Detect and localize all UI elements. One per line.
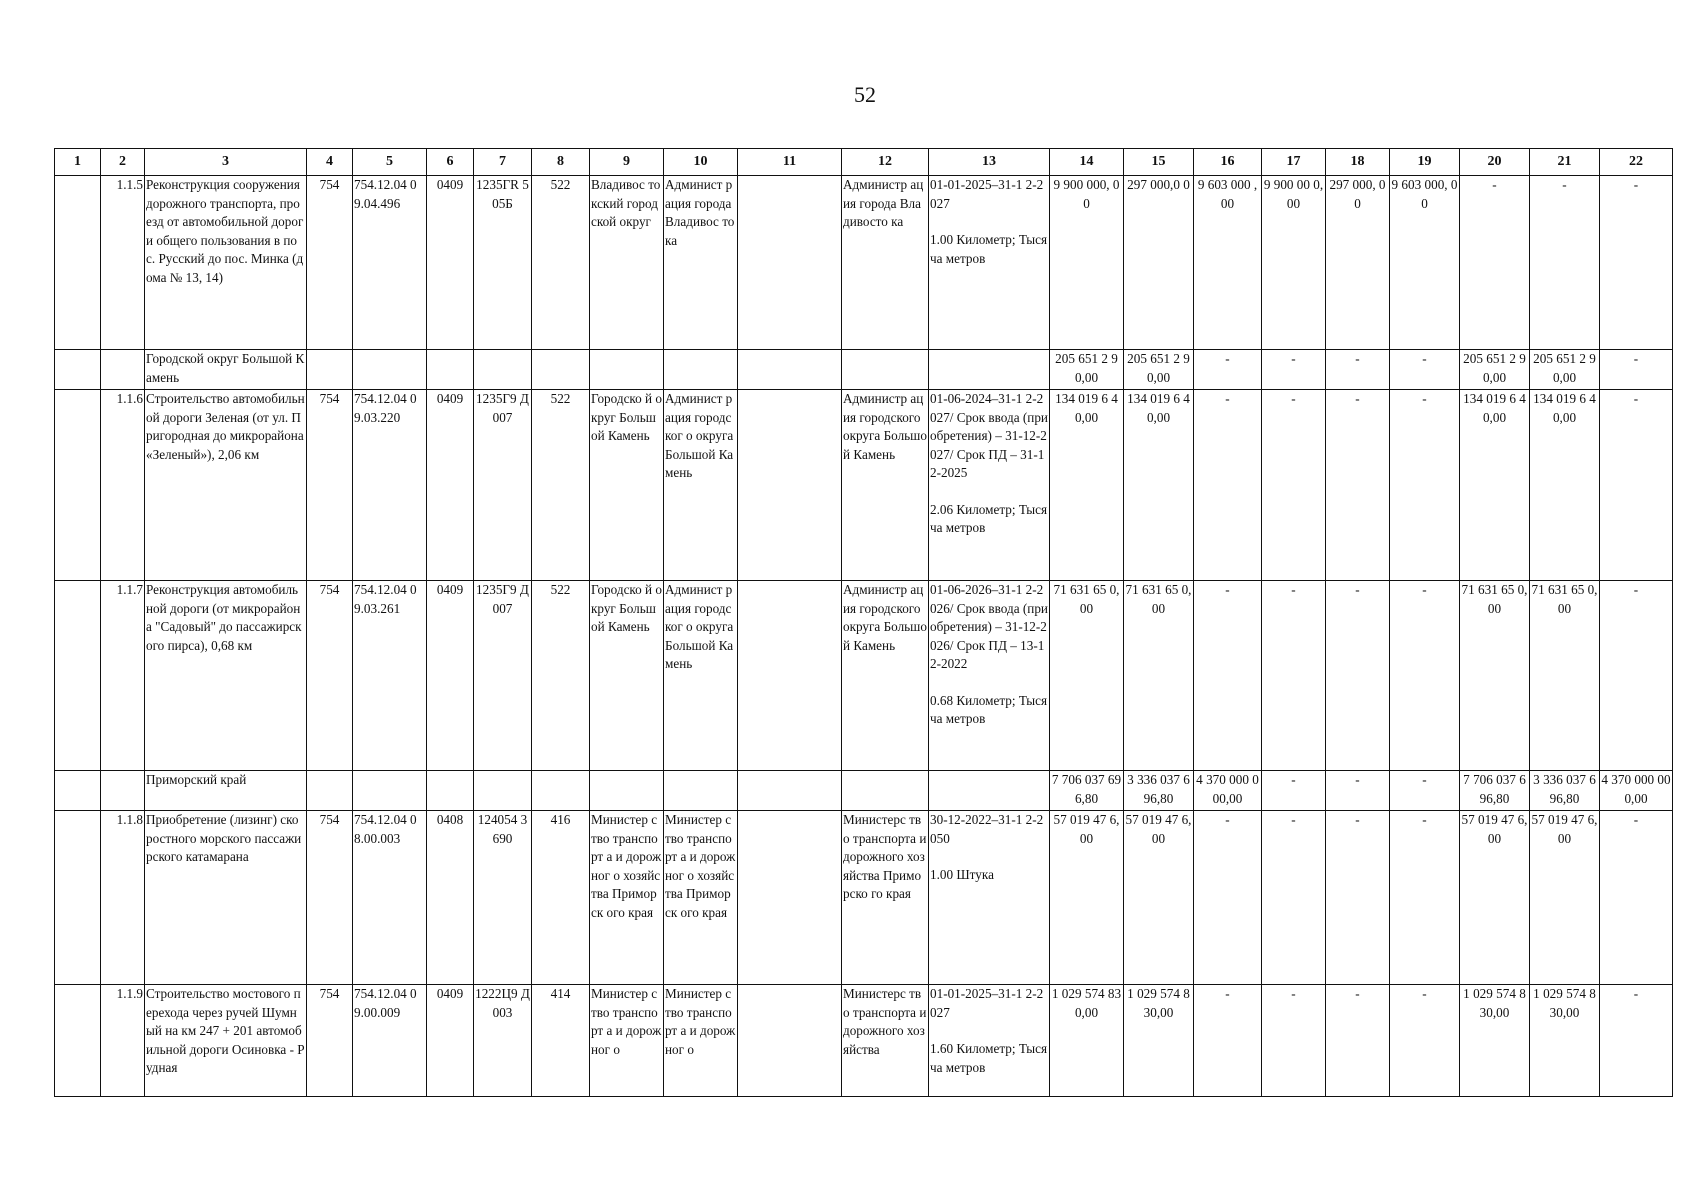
column-header: 18 <box>1326 149 1390 176</box>
cell-col6: 0409 <box>427 985 474 1097</box>
cell-col10: Админист рация города Владивос тока <box>664 176 738 350</box>
cell-col11 <box>738 771 842 811</box>
cell-col16: - <box>1194 581 1262 771</box>
cell-col10: Министер ство транспорт а и дорожног о хозяйства Приморск ого края <box>664 811 738 985</box>
cell-col20: 7 706 037 696,80 <box>1460 771 1530 811</box>
cell-col13 <box>929 811 1050 985</box>
cell-col19: - <box>1390 811 1460 985</box>
cell-col4: 754 <box>307 390 353 581</box>
cell-col9: Городско й округ Большой Камень <box>590 581 664 771</box>
column-header: 12 <box>842 149 929 176</box>
cell-col9: Министер ство транспорт а и дорожног о <box>590 985 664 1097</box>
cell-col22: - <box>1600 176 1673 350</box>
cell-col6: 0409 <box>427 390 474 581</box>
cell-col17: - <box>1262 771 1326 811</box>
cell-col13 <box>929 390 1050 581</box>
cell-col8: 522 <box>532 390 590 581</box>
cell-col1 <box>55 390 101 581</box>
cell-col5: 754.12.04 09.00.009 <box>353 985 427 1097</box>
cell-col5: 754.12.04 09.04.496 <box>353 176 427 350</box>
column-header: 15 <box>1124 149 1194 176</box>
cell-col21: 205 651 2 90,00 <box>1530 350 1600 390</box>
cell-col1 <box>55 771 101 811</box>
item-number: 1.1.7 <box>101 581 145 771</box>
cell-col20: 1 029 574 830,00 <box>1460 985 1530 1097</box>
cell-col1 <box>55 811 101 985</box>
cell-col15: 1 029 574 830,00 <box>1124 985 1194 1097</box>
cell-col20: 134 019 6 40,00 <box>1460 390 1530 581</box>
cell-col15: 3 336 037 696,80 <box>1124 771 1194 811</box>
cell-col20: 205 651 2 90,00 <box>1460 350 1530 390</box>
cell-col2 <box>101 771 145 811</box>
cell-col11 <box>738 390 842 581</box>
column-header: 20 <box>1460 149 1530 176</box>
cell-col22: - <box>1600 350 1673 390</box>
cell-col16: - <box>1194 350 1262 390</box>
table-row-group <box>55 350 1673 390</box>
cell-col10 <box>664 771 738 811</box>
cell-col13-period: 01-01-2025–31-1 2-2027 <box>930 177 1044 211</box>
cell-col16: - <box>1194 390 1262 581</box>
cell-col22: - <box>1600 390 1673 581</box>
cell-col12 <box>842 350 929 390</box>
cell-col6: 0408 <box>427 811 474 985</box>
cell-col13-period: 01-06-2026–31-1 2-2026/ Срок ввода (приобретения) – 31-12-2026/ Срок ПД – 13-12-2022 <box>930 582 1048 671</box>
cell-col19: - <box>1390 771 1460 811</box>
cell-col17: - <box>1262 390 1326 581</box>
cell-col7: 1235Г9 Д007 <box>474 390 532 581</box>
cell-col19: - <box>1390 581 1460 771</box>
cell-col5 <box>353 771 427 811</box>
cell-col16: 4 370 000 000,00 <box>1194 771 1262 811</box>
column-header: 3 <box>145 149 307 176</box>
table-row-1-1-8 <box>55 811 1673 985</box>
cell-col18: - <box>1326 350 1390 390</box>
column-header: 5 <box>353 149 427 176</box>
cell-col17: - <box>1262 811 1326 985</box>
cell-col14: 71 631 65 0,00 <box>1050 581 1124 771</box>
cell-col12: Администр ация городского округа Большой Камень <box>842 581 929 771</box>
column-header: 14 <box>1050 149 1124 176</box>
cell-col13-period: 01-06-2024–31-1 2-2027/ Срок ввода (приобретения) – 31-12-2027/ Срок ПД – 31-12-2025 <box>930 391 1048 480</box>
cell-col18: - <box>1326 811 1390 985</box>
object-name: Строительство мостового перехода через ручей Шумный на км 247 + 201 автомобильной дороги Осиновка - Рудная <box>145 985 307 1097</box>
cell-col1 <box>55 176 101 350</box>
object-name: Приобретение (лизинг) скоростного морского пассажирского катамарана <box>145 811 307 985</box>
item-number: 1.1.5 <box>101 176 145 350</box>
cell-col13 <box>929 985 1050 1097</box>
group-name: Приморский край <box>145 771 307 811</box>
object-name: Строительство автомобильной дороги Зеленая (от ул. Пригородная до микрорайона «Зеленый»), 2,06 км <box>145 390 307 581</box>
object-name: Реконструкция сооружения дорожного транспорта, проезд от автомобильной дороги общего пользования в пос. Русский до пос. Минка (дома № 13, 14) <box>145 176 307 350</box>
cell-col18: - <box>1326 985 1390 1097</box>
cell-col8 <box>532 771 590 811</box>
cell-col10: Админист рация городског о округа Большой Камень <box>664 390 738 581</box>
cell-col16: - <box>1194 985 1262 1097</box>
cell-col16: - <box>1194 811 1262 985</box>
cell-col13-capacity: 1.00 Километр; Тысяча метров <box>930 232 1048 266</box>
cell-col14: 1 029 574 830,00 <box>1050 985 1124 1097</box>
cell-col4 <box>307 350 353 390</box>
cell-col9 <box>590 771 664 811</box>
table-row-1-1-6 <box>55 390 1673 581</box>
column-header: 19 <box>1390 149 1460 176</box>
cell-col5 <box>353 350 427 390</box>
cell-col5: 754.12.04 08.00.003 <box>353 811 427 985</box>
page-number: 52 <box>854 82 876 107</box>
cell-col18: - <box>1326 771 1390 811</box>
cell-col8 <box>532 350 590 390</box>
cell-col7 <box>474 771 532 811</box>
cell-col14: 57 019 47 6,00 <box>1050 811 1124 985</box>
cell-col19: - <box>1390 350 1460 390</box>
column-header: 16 <box>1194 149 1262 176</box>
cell-col13-period: 01-01-2025–31-1 2-2027 <box>930 986 1044 1020</box>
cell-col11 <box>738 985 842 1097</box>
cell-col11 <box>738 176 842 350</box>
cell-col8: 416 <box>532 811 590 985</box>
budget-table <box>54 148 1673 1097</box>
item-number: 1.1.8 <box>101 811 145 985</box>
column-header: 2 <box>101 149 145 176</box>
column-number-header <box>55 149 1673 176</box>
cell-col13 <box>929 350 1050 390</box>
cell-col22: - <box>1600 811 1673 985</box>
cell-col15: 134 019 6 40,00 <box>1124 390 1194 581</box>
cell-col17: 9 900 00 0,00 <box>1262 176 1326 350</box>
cell-col10 <box>664 350 738 390</box>
cell-col1 <box>55 350 101 390</box>
cell-col22: 4 370 000 000,00 <box>1600 771 1673 811</box>
cell-col12: Министерс тво транспорта и дорожного хозяйства <box>842 985 929 1097</box>
cell-col17: - <box>1262 350 1326 390</box>
cell-col13-capacity: 0.68 Километр; Тысяча метров <box>930 692 1048 726</box>
cell-col13-capacity: 1.60 Километр; Тысяча метров <box>930 1041 1048 1075</box>
cell-col10: Админист рация городског о округа Большой Камень <box>664 581 738 771</box>
cell-col9: Городско й округ Большой Камень <box>590 390 664 581</box>
column-header: 22 <box>1600 149 1673 176</box>
cell-col10: Министер ство транспорт а и дорожног о <box>664 985 738 1097</box>
table-row-1-1-5 <box>55 176 1673 350</box>
cell-col11 <box>738 811 842 985</box>
cell-col9: Министер ство транспорт а и дорожног о хозяйства Приморск ого края <box>590 811 664 985</box>
cell-col12 <box>842 771 929 811</box>
cell-col20: 57 019 47 6,00 <box>1460 811 1530 985</box>
cell-col7: 1222Ц9 Д003 <box>474 985 532 1097</box>
cell-col15: 297 000,0 0 <box>1124 176 1194 350</box>
cell-col13 <box>929 581 1050 771</box>
cell-col17: - <box>1262 985 1326 1097</box>
cell-col20: 71 631 65 0,00 <box>1460 581 1530 771</box>
cell-col1 <box>55 985 101 1097</box>
cell-col8: 522 <box>532 176 590 350</box>
table-row-1-1-7 <box>55 581 1673 771</box>
cell-col4 <box>307 771 353 811</box>
cell-col5: 754.12.04 09.03.261 <box>353 581 427 771</box>
cell-col8: 414 <box>532 985 590 1097</box>
cell-col1 <box>55 581 101 771</box>
cell-col21: 134 019 6 40,00 <box>1530 390 1600 581</box>
column-header: 8 <box>532 149 590 176</box>
cell-col18: - <box>1326 390 1390 581</box>
column-header: 9 <box>590 149 664 176</box>
cell-col22: - <box>1600 581 1673 771</box>
column-header: 21 <box>1530 149 1600 176</box>
cell-col21: 71 631 65 0,00 <box>1530 581 1600 771</box>
cell-col4: 754 <box>307 811 353 985</box>
cell-col15: 71 631 65 0,00 <box>1124 581 1194 771</box>
cell-col13 <box>929 176 1050 350</box>
table-row-1-1-9 <box>55 985 1673 1097</box>
cell-col21: 1 029 574 830,00 <box>1530 985 1600 1097</box>
cell-col9: Владивос токский городской округ <box>590 176 664 350</box>
group-name: Городской округ Большой Камень <box>145 350 307 390</box>
object-name: Реконструкция автомобильной дороги (от микрорайона "Садовый" до пассажирского пирса), 0,68 км <box>145 581 307 771</box>
column-header: 4 <box>307 149 353 176</box>
cell-col21: - <box>1530 176 1600 350</box>
column-header: 13 <box>929 149 1050 176</box>
cell-col21: 3 336 037 696,80 <box>1530 771 1600 811</box>
cell-col7: 1235ГR 505Б <box>474 176 532 350</box>
column-header: 11 <box>738 149 842 176</box>
cell-col14: 134 019 6 40,00 <box>1050 390 1124 581</box>
cell-col13 <box>929 771 1050 811</box>
table-row-group <box>55 771 1673 811</box>
cell-col21: 57 019 47 6,00 <box>1530 811 1600 985</box>
cell-col6 <box>427 771 474 811</box>
cell-col7 <box>474 350 532 390</box>
cell-col5: 754.12.04 09.03.220 <box>353 390 427 581</box>
cell-col6 <box>427 350 474 390</box>
cell-col12: Министерс тво транспорта и дорожного хозяйства Приморско го края <box>842 811 929 985</box>
cell-col11 <box>738 350 842 390</box>
cell-col19: - <box>1390 390 1460 581</box>
item-number: 1.1.6 <box>101 390 145 581</box>
column-header: 10 <box>664 149 738 176</box>
cell-col13-period: 30-12-2022–31-1 2-2050 <box>930 812 1044 846</box>
cell-col4: 754 <box>307 581 353 771</box>
cell-col19: 9 603 000, 00 <box>1390 176 1460 350</box>
cell-col13-capacity: 1.00 Штука <box>930 867 994 882</box>
cell-col2 <box>101 350 145 390</box>
cell-col6: 0409 <box>427 581 474 771</box>
column-header: 6 <box>427 149 474 176</box>
cell-col17: - <box>1262 581 1326 771</box>
cell-col9 <box>590 350 664 390</box>
cell-col12: Администр ация города Владивосто ка <box>842 176 929 350</box>
cell-col7: 124054 3690 <box>474 811 532 985</box>
cell-col14: 7 706 037 696,80 <box>1050 771 1124 811</box>
cell-col22: - <box>1600 985 1673 1097</box>
cell-col15: 205 651 2 90,00 <box>1124 350 1194 390</box>
column-header: 1 <box>55 149 101 176</box>
cell-col12: Администр ация городского округа Большой Камень <box>842 390 929 581</box>
cell-col14: 9 900 000, 00 <box>1050 176 1124 350</box>
cell-col18: 297 000, 00 <box>1326 176 1390 350</box>
item-number: 1.1.9 <box>101 985 145 1097</box>
cell-col15: 57 019 47 6,00 <box>1124 811 1194 985</box>
cell-col16: 9 603 000 ,00 <box>1194 176 1262 350</box>
cell-col6: 0409 <box>427 176 474 350</box>
cell-col7: 1235Г9 Д007 <box>474 581 532 771</box>
cell-col14: 205 651 2 90,00 <box>1050 350 1124 390</box>
cell-col20: - <box>1460 176 1530 350</box>
cell-col8: 522 <box>532 581 590 771</box>
cell-col13-capacity: 2.06 Километр; Тысяча метров <box>930 501 1048 535</box>
cell-col11 <box>738 581 842 771</box>
column-header: 17 <box>1262 149 1326 176</box>
cell-col19: - <box>1390 985 1460 1097</box>
cell-col4: 754 <box>307 176 353 350</box>
cell-col18: - <box>1326 581 1390 771</box>
column-header: 7 <box>474 149 532 176</box>
cell-col4: 754 <box>307 985 353 1097</box>
